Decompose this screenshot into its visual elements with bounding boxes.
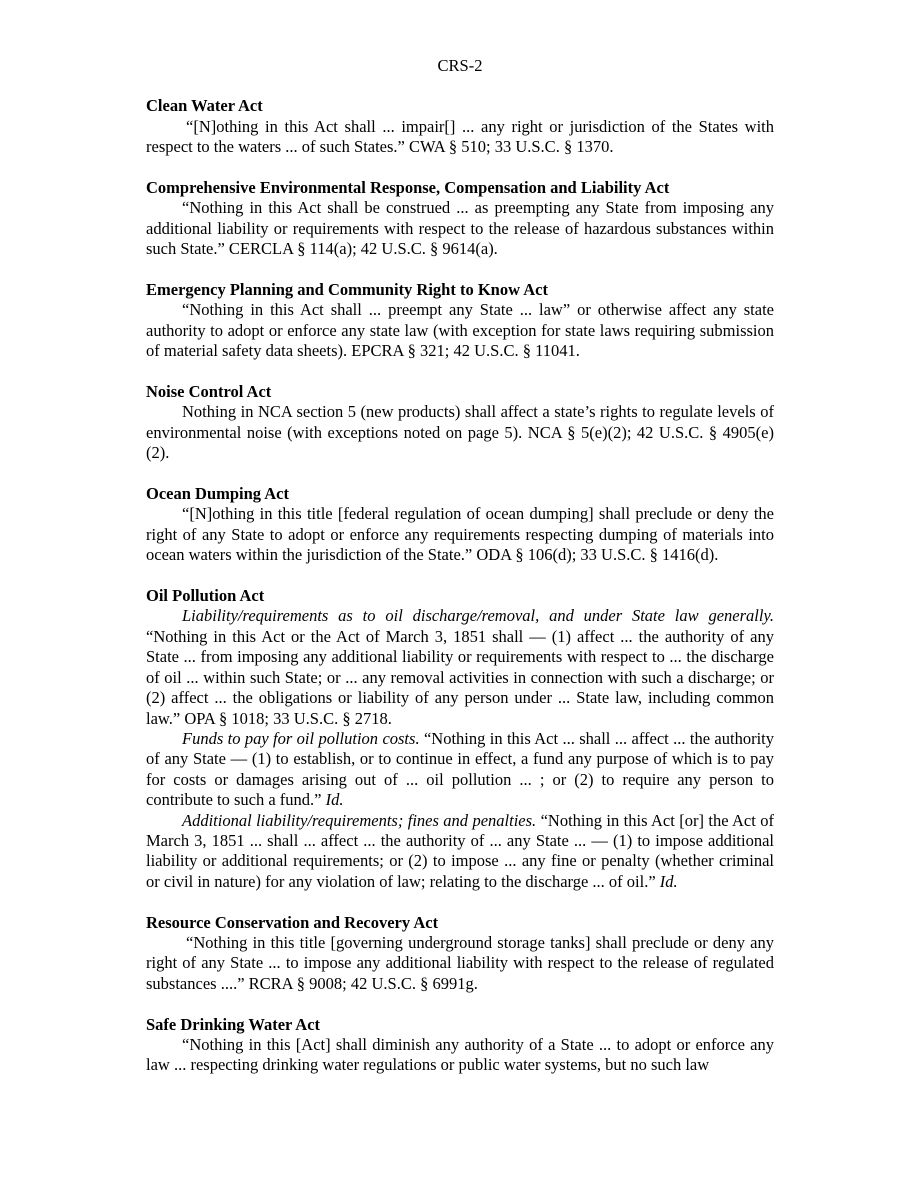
paragraph-text: “Nothing in this Act ... shall ... affect ... the authority of any State — (1) to establish, or to continue in effect, a fund any purpose of which is to pay for costs or damages arising out of ... oil pollution ... ; or (2) to require any person to contribute to such a fund.” bbox=[146, 728, 775, 810]
section-paragraph bbox=[146, 811, 774, 893]
section-paragraph bbox=[146, 402, 774, 463]
paragraph-text: Nothing in NCA section 5 (new products) shall affect a state’s rights to regulate levels of environmental noise (with exceptions noted on page 5). NCA § 5(e)(2); 42 U.S.C. § 4905(e)(2). bbox=[146, 402, 774, 463]
section-paragraph bbox=[146, 1035, 774, 1076]
paragraph-lead: Funds to pay for oil pollution costs. bbox=[182, 728, 420, 748]
document-page bbox=[146, 56, 774, 1096]
section-paragraph bbox=[146, 504, 774, 565]
section-heading: Comprehensive Environmental Response, Compensation and Liability Act bbox=[146, 178, 670, 198]
paragraph-lead: Liability/requirements as to oil discharge/removal, and under State law generally. bbox=[182, 606, 774, 626]
page-number: CRS-2 bbox=[437, 56, 483, 75]
section-cercla bbox=[146, 178, 774, 260]
section-heading: Noise Control Act bbox=[146, 382, 272, 402]
section-heading: Ocean Dumping Act bbox=[146, 484, 290, 504]
paragraph-text: “Nothing in this Act or the Act of March 3, 1851 shall — (1) affect ... the authority of any State ... from imposing any additional liability or requirements with respect to ... the discharge of oil ... within such State; or ... any removal activities in connection with such a discharge; or (2) affect ... the obligations or liability of any person under ... State law, including common law.” OPA § 1018; 33 U.S.C. § 2718. bbox=[146, 626, 774, 728]
section-oil-pollution-act bbox=[146, 586, 774, 892]
paragraph-citation: Id. bbox=[325, 790, 344, 810]
section-heading: Emergency Planning and Community Right to Know Act bbox=[146, 280, 548, 300]
paragraph-text: “Nothing in this [Act] shall diminish any authority of a State ... to adopt or enforce any law ... respecting drinking water regulations or public water systems, but no such law bbox=[146, 1034, 774, 1075]
section-ocean-dumping-act bbox=[146, 484, 774, 566]
section-paragraph bbox=[146, 606, 774, 728]
paragraph-lead: Additional liability/requirements; fines and penalties. bbox=[182, 810, 537, 830]
section-paragraph bbox=[146, 198, 774, 259]
section-heading: Safe Drinking Water Act bbox=[146, 1014, 321, 1034]
section-heading: Clean Water Act bbox=[146, 96, 263, 116]
section-noise-control-act bbox=[146, 382, 774, 464]
paragraph-citation: Id. bbox=[659, 871, 678, 891]
section-paragraph bbox=[146, 729, 774, 811]
section-paragraph bbox=[146, 117, 774, 158]
section-paragraph bbox=[146, 300, 774, 361]
section-paragraph bbox=[146, 933, 774, 994]
paragraph-text: “Nothing in this Act [or] the Act of March 3, 1851 ... shall ... affect ... the authority of ... any State ... — (1) to impose additional liability or additional requirements; or (2) to impose ... any fine or penalty (whether criminal or civil in nature) for any violation of law; relating to the discharge ... of oil.” bbox=[146, 810, 774, 891]
section-heading: Resource Conservation and Recovery Act bbox=[146, 912, 439, 932]
section-safe-drinking-water-act bbox=[146, 1015, 774, 1076]
paragraph-text: “Nothing in this title [governing underground storage tanks] shall preclude or deny any right of any State ... to impose any additional liability with respect to the release of regulated substances ....” RCRA § 9008; 42 U.S.C. § 6991g. bbox=[146, 932, 774, 993]
paragraph-text: “[N]othing in this title [federal regulation of ocean dumping] shall preclude or deny the right of any State to adopt or enforce any requirements respecting dumping of materials into ocean waters within the jurisdiction of the State.” ODA § 106(d); 33 U.S.C. § 1416(d). bbox=[146, 504, 774, 565]
paragraph-text: “Nothing in this Act shall be construed ... as preempting any State from imposing any additional liability or requirements with respect to the release of hazardous substances within such State.” CERCLA § 114(a); 42 U.S.C. § 9614(a). bbox=[146, 198, 774, 259]
section-epcra bbox=[146, 280, 774, 362]
section-rcra bbox=[146, 913, 774, 995]
section-clean-water-act bbox=[146, 96, 774, 157]
section-heading: Oil Pollution Act bbox=[146, 586, 265, 606]
paragraph-text: “Nothing in this Act shall ... preempt any State ... law” or otherwise affect any state authority to adopt or enforce any state law (with exception for state laws requiring submission of material safety data sheets). EPCRA § 321; 42 U.S.C. § 11041. bbox=[146, 300, 774, 361]
paragraph-text: “[N]othing in this Act shall ... impair[] ... any right or jurisdiction of the States with respect to the waters ... of such States.” CWA § 510; 33 U.S.C. § 1370. bbox=[146, 116, 774, 157]
